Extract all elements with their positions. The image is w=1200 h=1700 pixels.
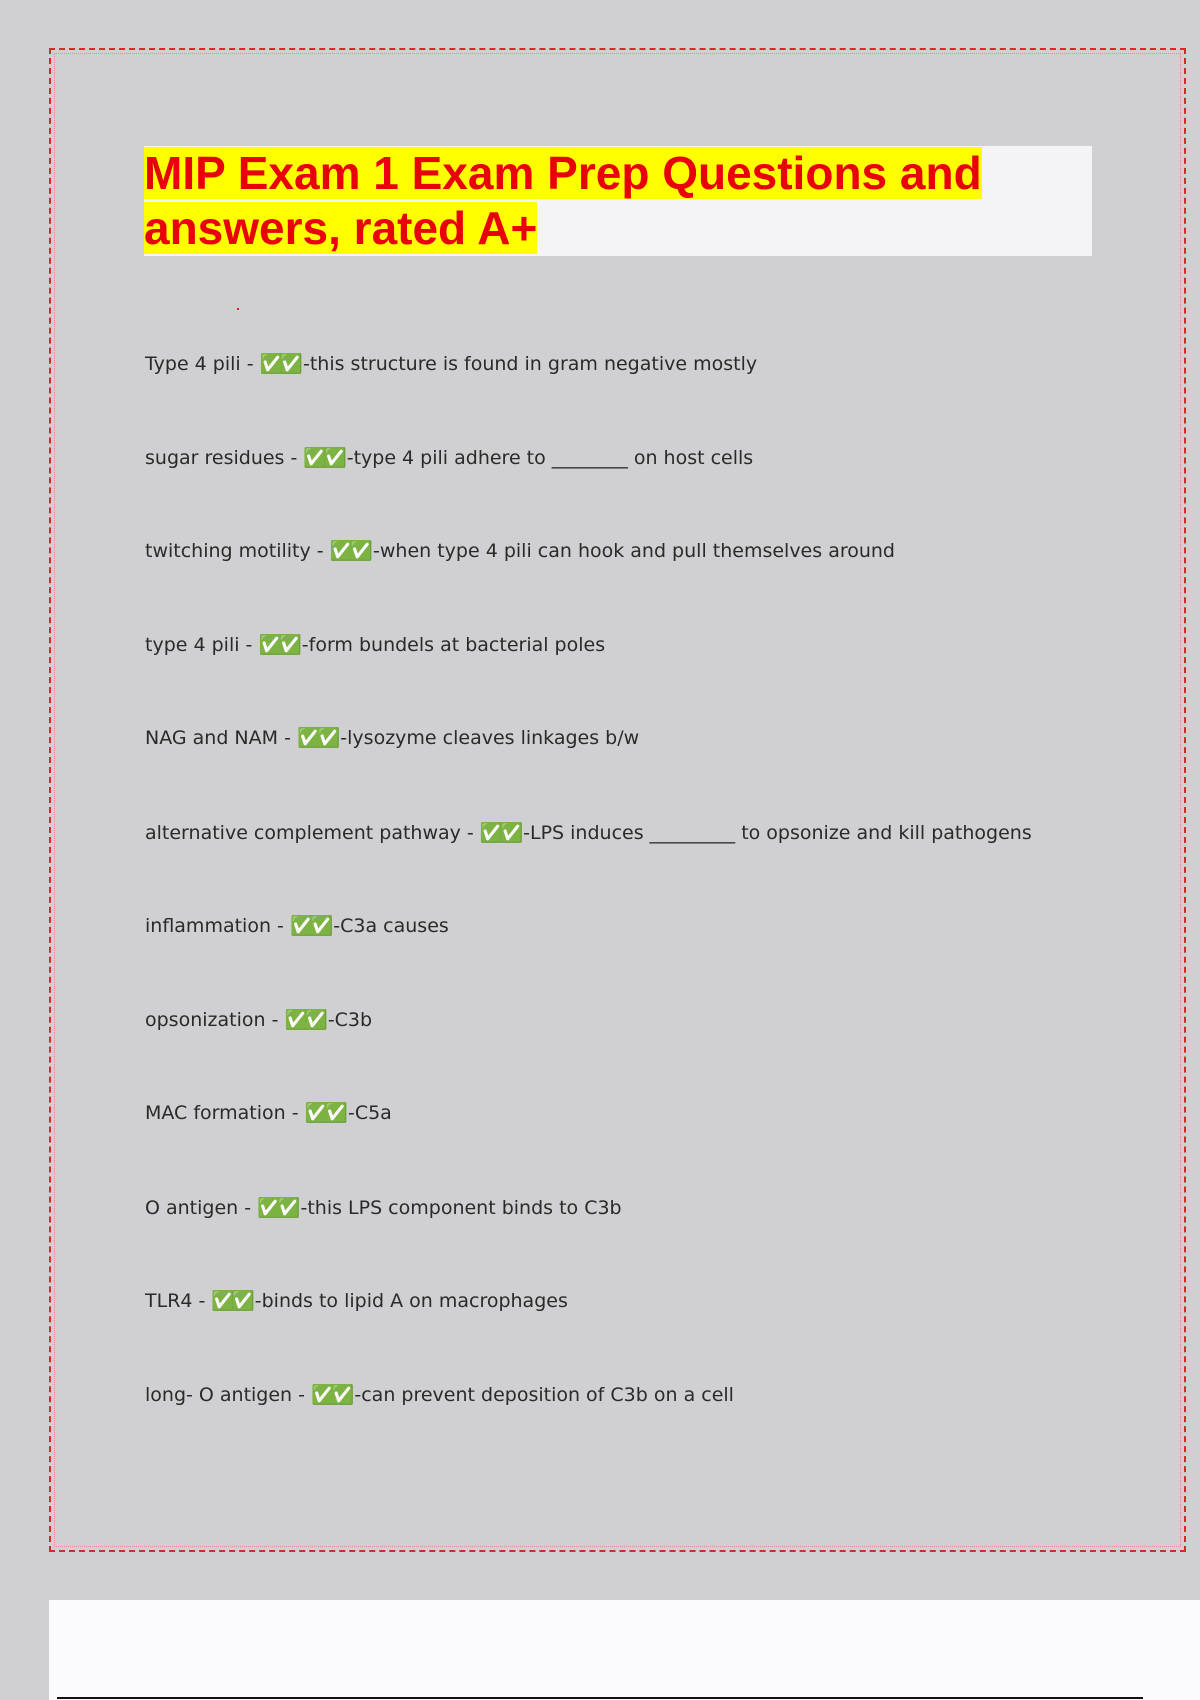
term-text: TLR4 bbox=[145, 1290, 193, 1312]
term-text: long- O antigen bbox=[145, 1384, 293, 1406]
double-check-icon: ✅✅ bbox=[311, 1384, 351, 1406]
qa-item: TLR4 - ✅✅ -binds to lipid A on macrophages bbox=[145, 1290, 568, 1312]
qa-item: Type 4 pili - ✅✅ -this structure is found in gram negative mostly bbox=[145, 353, 758, 375]
term-text: sugar residues bbox=[145, 447, 285, 469]
qa-item: type 4 pili - ✅✅ -form bundels at bacterial poles bbox=[145, 634, 606, 656]
term-text: alternative complement pathway bbox=[145, 822, 461, 844]
definition-text: -type 4 pili adhere to ________ on host cells bbox=[346, 447, 754, 469]
double-check-icon: ✅✅ bbox=[329, 540, 370, 562]
definition-text: -lysozyme cleaves linkages b/w bbox=[340, 727, 640, 749]
document-title bbox=[144, 146, 1092, 256]
qa-item: alternative complement pathway - ✅✅ -LPS induces _________ to opsonize and kill pathogens bbox=[145, 822, 1032, 844]
double-check-icon: ✅✅ bbox=[303, 447, 343, 469]
double-check-icon: ✅✅ bbox=[304, 1102, 344, 1124]
term-text: type 4 pili bbox=[145, 634, 240, 656]
stray-dot bbox=[237, 308, 239, 310]
definition-text: -C3b bbox=[327, 1009, 373, 1031]
title-highlight: MIP Exam 1 Exam Prep Questions and answers, rated A+ bbox=[144, 147, 982, 254]
qa-item: opsonization - ✅✅ -C3b bbox=[145, 1009, 373, 1031]
double-check-icon: ✅✅ bbox=[284, 1009, 324, 1031]
qa-item: sugar residues - ✅✅ -type 4 pili adhere to ________ on host cells bbox=[145, 447, 754, 469]
qa-item: MAC formation - ✅✅ -C5a bbox=[145, 1102, 392, 1124]
double-check-icon: ✅✅ bbox=[258, 634, 298, 656]
term-text: Type 4 pili bbox=[145, 353, 241, 375]
next-page-preview bbox=[49, 1600, 1200, 1700]
page-border bbox=[49, 48, 1186, 1552]
next-page-rule bbox=[57, 1697, 1143, 1699]
definition-text: -when type 4 pili can hook and pull themselves around bbox=[373, 540, 895, 562]
definition-text: -this structure is found in gram negative mostly bbox=[302, 353, 758, 375]
double-check-icon: ✅✅ bbox=[211, 1290, 251, 1312]
term-text: twitching motility bbox=[145, 540, 311, 562]
qa-item: twitching motility - ✅✅ -when type 4 pili can hook and pull themselves around bbox=[145, 540, 895, 562]
double-check-icon: ✅✅ bbox=[259, 353, 299, 375]
definition-text: -can prevent deposition of C3b on a cell bbox=[354, 1384, 734, 1406]
qa-item: long- O antigen - ✅✅ -can prevent deposition of C3b on a cell bbox=[145, 1384, 734, 1406]
double-check-icon: ✅✅ bbox=[296, 727, 337, 749]
definition-text: -form bundels at bacterial poles bbox=[301, 634, 606, 656]
qa-item: O antigen - ✅✅ -this LPS component binds to C3b bbox=[145, 1197, 622, 1219]
term-text: opsonization bbox=[145, 1009, 266, 1031]
definition-text: -LPS induces _________ to opsonize and kill pathogens bbox=[523, 822, 1032, 844]
definition-text: -this LPS component binds to C3b bbox=[300, 1197, 622, 1219]
qa-item: NAG and NAM - ✅✅ -lysozyme cleaves linkages b/w bbox=[145, 727, 640, 749]
definition-text: -C5a bbox=[347, 1102, 392, 1124]
double-check-icon: ✅✅ bbox=[289, 915, 330, 937]
double-check-icon: ✅✅ bbox=[479, 822, 520, 844]
double-check-icon: ✅✅ bbox=[257, 1197, 297, 1219]
term-text: MAC formation bbox=[145, 1102, 286, 1124]
definition-text: -binds to lipid A on macrophages bbox=[254, 1290, 568, 1312]
definition-text: -C3a causes bbox=[333, 915, 449, 937]
qa-item: inflammation - ✅✅ -C3a causes bbox=[145, 915, 449, 937]
term-text: NAG and NAM bbox=[145, 727, 279, 749]
term-text: O antigen bbox=[145, 1197, 239, 1219]
term-text: inflammation bbox=[145, 915, 271, 937]
